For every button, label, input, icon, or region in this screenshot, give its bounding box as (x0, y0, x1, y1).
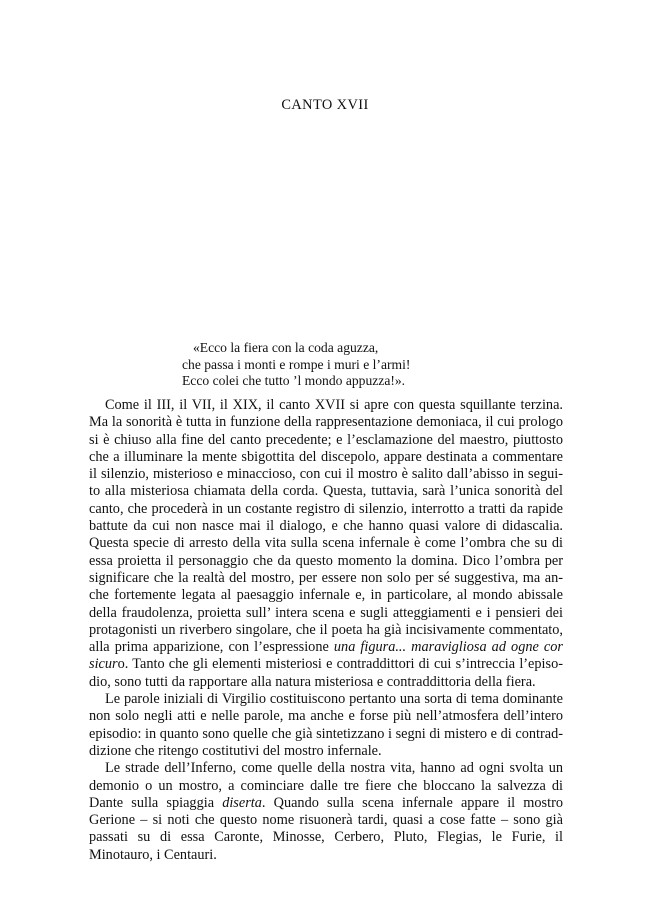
paragraph-3-text-1: Le strade dell’Inferno, come quelle della nostra vita, hanno ad ogni svolta un demonio o un mostro, a cominciare dalle tre fiere che bloccano la salvezza di Dante sulla spiaggia (89, 760, 563, 811)
epigraph-verse-3: Ecco colei che tutto ’l mondo appuzza!». (182, 373, 406, 389)
paragraph-2-text-1: Le parole iniziali di Virgilio costituiscono pertanto una sorta di tema dominante non solo negli atti e nelle parole, ma anche e forse più nell’atmosfera dell’intero episodio: in quanto sono quelle che già sintetizzano i segni di mistero e di contraddizione che ritengo costitutivi del mostro infernale. (89, 691, 563, 759)
paragraph-1 (89, 397, 563, 691)
body-text (89, 397, 563, 864)
paragraph-3 (89, 760, 563, 864)
paragraph-1-italic-quote: una figura... maravigliosa ad ogne cor sicur (89, 639, 563, 673)
paragraph-1-text-2: o. Tanto che gli elementi misteriosi e contraddittori di cui s’intreccia l’episodio, sono tutti da rapportare alla natura misteriosa e contraddittoria della fiera. (89, 656, 563, 690)
paragraph-2 (89, 691, 563, 760)
epigraph (182, 340, 410, 390)
epigraph-verse-2: che passa i monti e rompe i muri e l’armi! (182, 356, 411, 372)
paragraph-3-text-2: . Quando sulla scena infernale appare il mostro Gerione – si noti che questo nome risuonerà tardi, quasi a cose fatte – sono già passati su di essa Caronte, Minosse, Cerbero, Pluto, Flegias, le Furie, il Minotauro, i Centauri. (89, 794, 563, 863)
paragraph-3-italic-word: diserta (222, 794, 262, 811)
epigraph-verse-1: «Ecco la fiera con la coda aguzza, (193, 340, 379, 355)
paragraph-1-text-1: Come il III, il VII, il XIX, il canto XVII si apre con questa squillante terzina. Ma la sonorità è tutta in funzione della rappresentazione demoniaca, il cui prologo si è chiuso alla fine del canto precedente; e l’esclamazione del maestro, piuttosto che a illuminare la mente sbigottita del discepolo, appare destinata a commentare il silenzio, misterioso e minaccioso, con cui il mostro è salito dall’abisso in seguito alla misteriosa chiamata della corda. Questa, tuttavia, sarà l’unica sonorità del canto, che procederà in un costante registro di silenzio, interrotto a tratti da rapide battute da cui non nasce mai il dialogo, e che hanno quasi valore di didascalia. Questa specie di arresto della vita sulla scena infernale è come l’ombra che su di essa proietta il personaggio che da questo momento la domina. Dico l’ombra per significare che la realtà del mostro, per essere non solo per sé suggestiva, ma anche fortemente legata al paesaggio infernale e, in particolare, al mondo abissale della fraudolenza, proietta sull’ intera scena e sugli atteggiamenti e i pensieri dei protagonisti un riverbero singolare, che il poeta ha già incisivamente commentato, alla prima apparizione, con l’espressione (89, 397, 563, 656)
canto-title: CANTO XVII (281, 97, 369, 113)
